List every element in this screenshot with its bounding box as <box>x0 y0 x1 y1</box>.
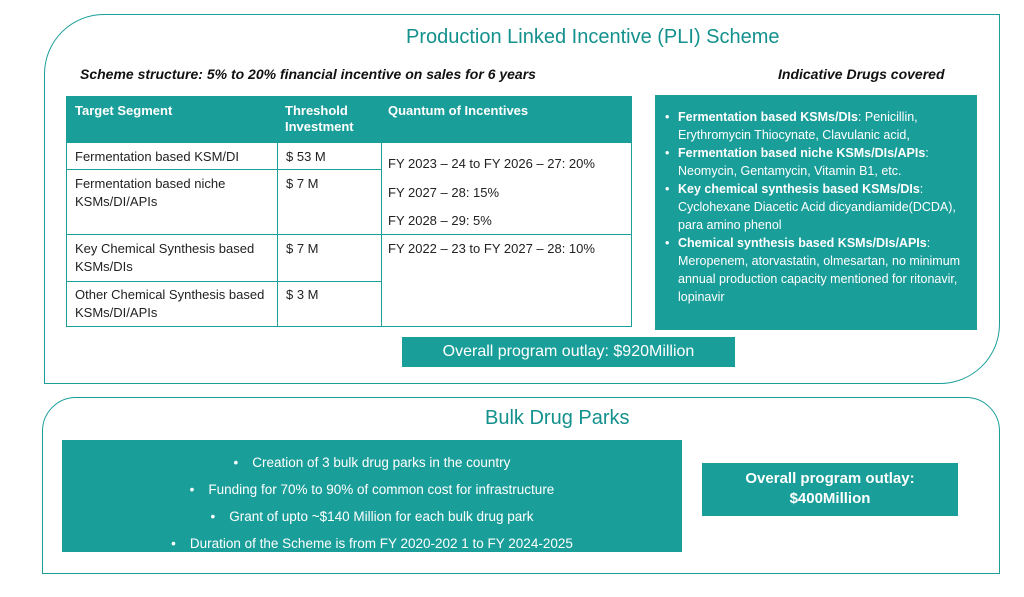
table-divider <box>381 143 382 327</box>
list-item <box>62 476 682 503</box>
bullet-text: Funding for 70% to 90% of common cost for infrastructure <box>208 482 555 497</box>
scheme-structure-heading: Scheme structure: 5% to 20% financial incentive on sales for 6 years <box>80 66 536 82</box>
table-row-segment: Fermentation based KSM/DI <box>75 149 240 164</box>
bullet-icon: • <box>210 509 216 524</box>
list-item <box>665 144 967 180</box>
bullet-text: Grant of upto ~$140 Million for each bulk drug park <box>229 509 534 524</box>
list-item <box>665 180 967 234</box>
bullet-text: Duration of the Scheme is from FY 2020-202 1 to FY 2024-2025 <box>189 536 573 551</box>
list-item <box>62 503 682 530</box>
table-row-investment: $ 53 M <box>286 149 326 164</box>
outlay-amount: $400Million <box>789 490 871 507</box>
bulk-drug-parks-bullets <box>62 440 682 552</box>
bullet-icon: • <box>233 455 239 470</box>
bullet-icon: • <box>189 482 195 497</box>
drug-category: Chemical synthesis based KSMs/DIs/APIs <box>678 236 927 250</box>
header-target-segment: Target Segment <box>75 103 173 118</box>
table-row-segment: Other Chemical Synthesis based KSMs/DI/APIs <box>75 287 265 320</box>
table-row-segment: Key Chemical Synthesis based KSMs/DIs <box>75 241 255 274</box>
pli-program-outlay: Overall program outlay: $920Million <box>402 337 735 367</box>
drug-category: Key chemical synthesis based KSMs/DIs <box>678 182 920 196</box>
incentive-rate: FY 2028 – 29: 5% <box>388 213 492 228</box>
indicative-drugs-heading: Indicative Drugs covered <box>778 66 945 82</box>
bullet-text: Creation of 3 bulk drug parks in the country <box>252 455 511 470</box>
drug-category: Fermentation based KSMs/DIs <box>678 110 858 124</box>
bulk-drug-parks-title: Bulk Drug Parks <box>485 407 630 429</box>
indicative-drugs-list <box>655 95 977 330</box>
table-row-investment: $ 3 M <box>286 287 319 302</box>
drug-examples: : Penicillin, Erythromycin Thiocynate, Clavulanic acid, <box>678 110 918 142</box>
table-divider <box>67 281 381 282</box>
drug-examples: : Cyclohexane Diacetic Acid dicyandiamide(DCDA), para amino phenol <box>678 182 956 232</box>
drug-examples: : Meropenem, atorvastatin, olmesartan, no minimum annual production capacity mentioned for ritonavir, lopinavir <box>678 236 961 304</box>
incentive-rate: FY 2023 – 24 to FY 2026 – 27: 20% <box>388 156 595 171</box>
drug-examples: : Neomycin, Gentamycin, Vitamin B1, etc. <box>678 146 929 178</box>
pli-scheme-title: Production Linked Incentive (PLI) Scheme <box>406 26 780 48</box>
table-row-segment: Fermentation based niche KSMs/DI/APIs <box>75 176 226 209</box>
pli-incentive-table <box>66 96 632 327</box>
table-divider <box>67 234 631 235</box>
list-item <box>665 108 967 144</box>
drug-category: Fermentation based niche KSMs/DIs/APIs <box>678 146 926 160</box>
header-threshold-investment: Threshold Investment <box>285 103 354 134</box>
incentive-rate: FY 2027 – 28: 15% <box>388 185 500 200</box>
list-item <box>62 530 682 557</box>
table-row-investment: $ 7 M <box>286 176 319 191</box>
table-divider <box>277 143 278 327</box>
table-divider <box>67 169 381 170</box>
list-item <box>62 449 682 476</box>
incentive-rate: FY 2022 – 23 to FY 2027 – 28: 10% <box>388 241 595 256</box>
bdp-program-outlay <box>702 463 958 516</box>
bullet-icon: • <box>171 536 176 551</box>
header-quantum-of-incentives: Quantum of Incentives <box>388 103 529 118</box>
table-row-investment: $ 7 M <box>286 241 319 256</box>
list-item <box>665 234 967 306</box>
outlay-label: Overall program outlay: <box>745 470 915 487</box>
